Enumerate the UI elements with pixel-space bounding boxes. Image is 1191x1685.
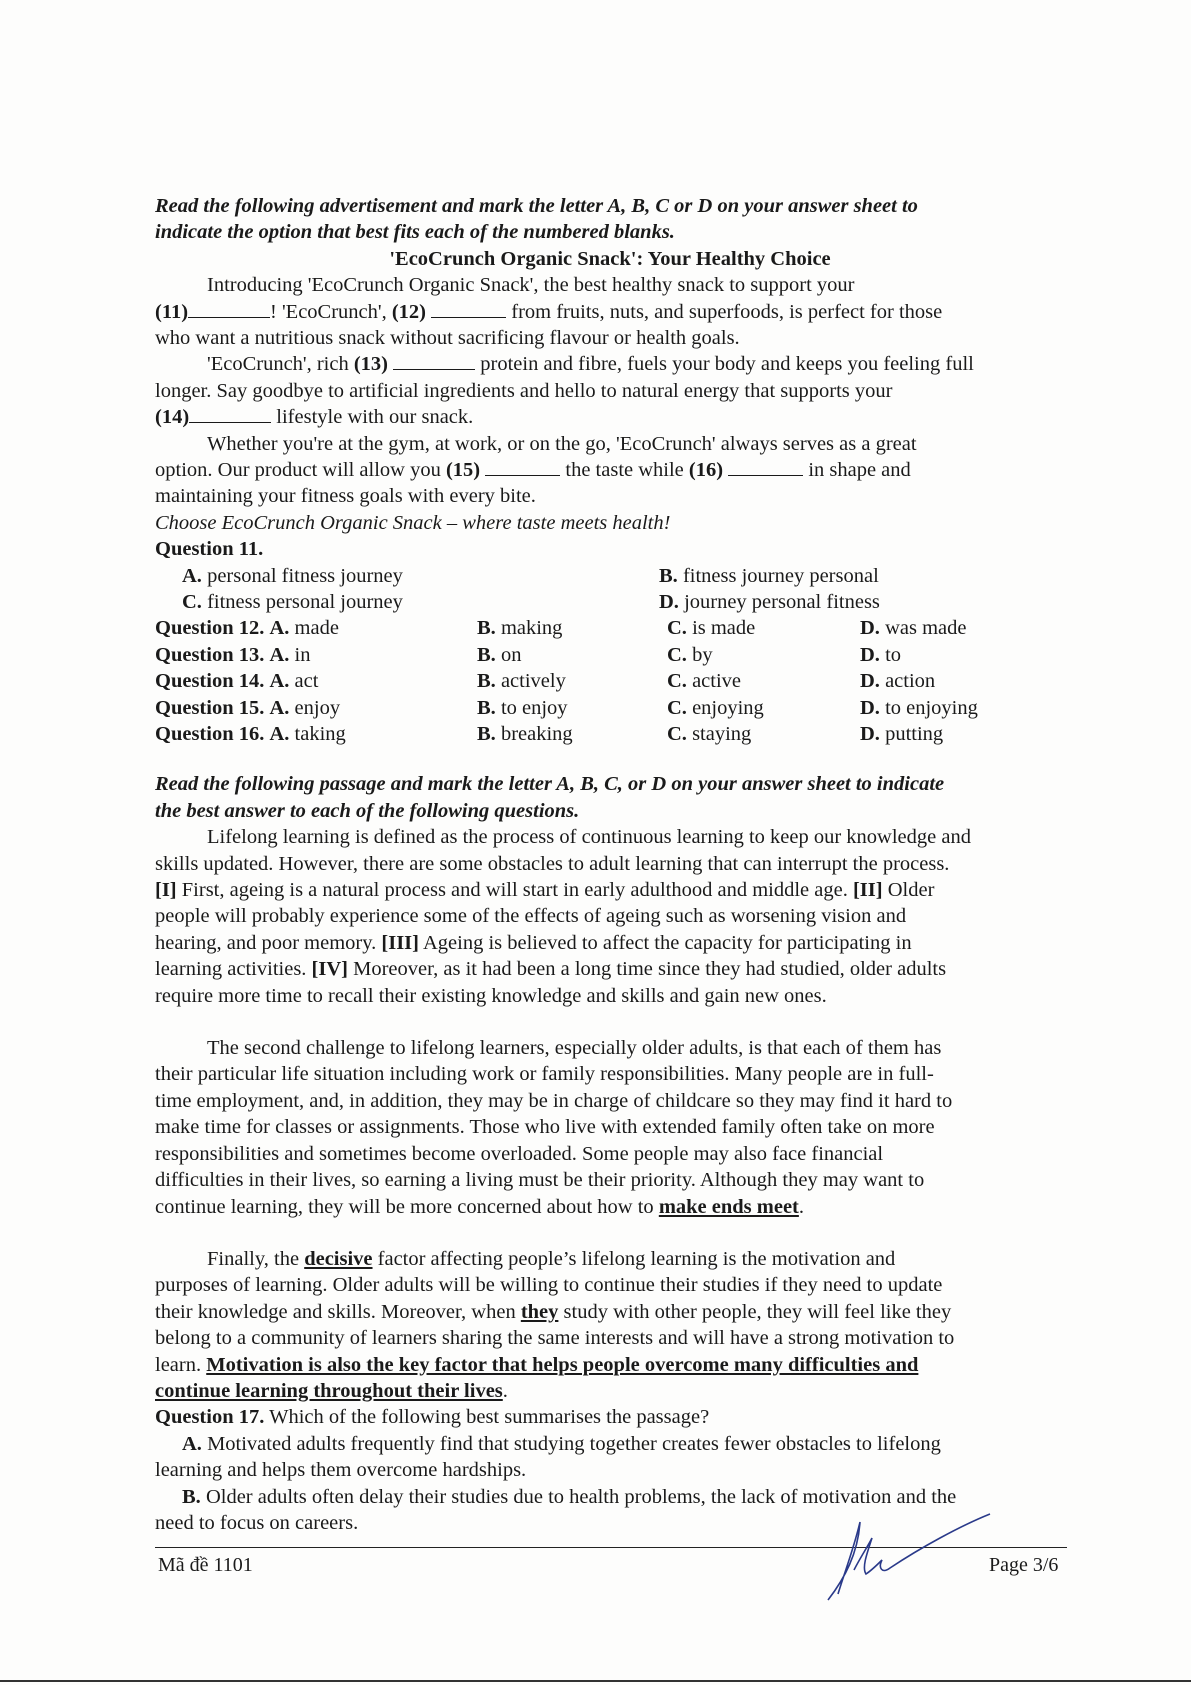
option-a: Question 13. A. in [155,643,311,666]
insert-marker: [I] [155,879,177,902]
instruction-2-line-1: Read the following passage and mark the letter A, B, C, or D on your answer sheet to indicate [155,773,945,796]
question-row [155,721,1065,747]
blank-label: (13) [353,353,389,376]
ad-line: longer. Say goodbye to artificial ingredients and hello to natural energy that supports your [155,379,893,402]
question-row [155,615,1065,641]
option-d: D. putting [860,723,944,746]
underlined-sentence: continue learning throughout their lives [155,1379,503,1402]
passage-line: Lifelong learning is defined as the process of continuous learning to keep our knowledge and [207,826,971,849]
signature-icon [820,1508,1000,1608]
insert-marker: [IV] [311,958,348,981]
option-d: D. to [860,643,902,666]
ad-line: maintaining your fitness goals with every bite. [155,485,536,508]
passage-line: their particular life situation including work or family responsibilities. Many people are in full- [155,1063,934,1086]
ad-line: Whether you're at the gym, at work, or on the go, 'EcoCrunch' always serves as a great [207,432,917,455]
passage-line: hearing, and poor memory. [III] Ageing is believed to affect the capacity for participating in [155,931,912,954]
passage-line: belong to a community of learners sharing the same interests and will have a strong motivation to [155,1327,955,1350]
ad-text: from fruits, nuts, and superfoods, is perfect for those [506,300,943,323]
passage-line: responsibilities and sometimes become overloaded. Some people may also face financial [155,1142,884,1165]
question-17-option-b-cont: need to focus on careers. [155,1511,359,1534]
insert-marker: [III] [381,931,419,954]
blank [188,299,270,318]
exam-code: Mã đề 1101 [158,1554,253,1576]
question-11-label: Question 11. [155,538,264,561]
option-a: Question 12. A. made [155,617,339,640]
ad-line [155,457,1065,483]
option-c: C. staying [667,723,752,746]
option-b: B. breaking [477,723,573,746]
question-row [155,668,1065,694]
blank [728,457,803,476]
ad-line: who want a nutritious snack without sacrificing flavour or health goals. [155,327,740,350]
passage-line: people will probably experience some of the effects of ageing such as worsening vision and [155,905,907,928]
option-a: Question 14. A. act [155,670,319,693]
blank [189,404,271,423]
question-11-options-row-1 [155,563,1065,589]
ad-line [155,351,1065,377]
question-17-option-a: A. Motivated adults frequently find that studying together creates fewer obstacles to lifelong [182,1432,941,1455]
passage-line: make time for classes or assignments. Those who live with extended family often take on more [155,1116,935,1139]
passage-line: continue learning, they will be more concerned about how to make ends meet. [155,1195,804,1218]
ad-text: in shape and [803,459,911,482]
option-d: D. action [860,670,936,693]
option-a: Question 16. A. taking [155,723,346,746]
passage-line: continue learning throughout their lives. [155,1379,508,1402]
option-d: D. journey personal fitness [659,591,880,614]
passage-line: purposes of learning. Older adults will be willing to continue their studies if they need to update [155,1274,943,1297]
option-b: B. actively [477,670,566,693]
blank [393,351,475,370]
ad-line: Introducing 'EcoCrunch Organic Snack', the best healthy snack to support your [207,274,855,297]
question-row [155,642,1065,668]
ad-text: lifestyle with our snack. [271,406,474,429]
option-d: D. to enjoying [860,696,978,719]
question-17-option-b: B. Older adults often delay their studies due to health problems, the lack of motivation and the [182,1485,957,1508]
option-c: C. is made [667,617,756,640]
ad-text: the taste while [560,459,689,482]
option-a: A. personal fitness journey [182,564,403,587]
passage-line: Finally, the decisive factor affecting people’s lifelong learning is the motivation and [207,1247,896,1270]
question-list [155,615,1065,747]
page-number: Page 3/6 [989,1554,1059,1576]
underlined-sentence: Motivation is also the key factor that helps people overcome many difficulties and [206,1353,919,1376]
ad-text: option. Our product will allow you [155,459,446,482]
passage-line: skills updated. However, there are some obstacles to adult learning that can interrupt the process. [155,852,950,875]
blank-label: (14) [155,406,190,429]
insert-marker: [II] [852,879,883,902]
exam-page [155,193,1065,1536]
passage-line: learning activities. [IV] Moreover, as it had been a long time since they had studied, older adults [155,958,947,981]
blank-label: (11) [155,300,189,323]
option-b: B. fitness journey personal [659,564,879,587]
underlined-word: decisive [304,1247,373,1270]
passage-line: difficulties in their lives, so earning a living must be their priority. Although they may want to [155,1169,925,1192]
passage-line: learn. Motivation is also the key factor that helps people overcome many difficulties and [155,1353,919,1376]
question-17: Question 17. Which of the following best summarises the passage? [155,1406,710,1429]
question-11-options-row-2 [155,589,1065,615]
option-c: C. enjoying [667,696,764,719]
option-b: B. on [477,643,522,666]
underlined-word: they [520,1300,559,1323]
underlined-phrase: make ends meet [658,1195,799,1218]
question-17-option-a-cont: learning and helps them overcome hardships. [155,1459,527,1482]
option-a: Question 15. A. enjoy [155,696,341,719]
ad-text: 'EcoCrunch', rich [207,353,354,376]
passage-line: their knowledge and skills. Moreover, when they study with other people, they will feel like they [155,1300,952,1323]
ad-text: protein and fibre, fuels your body and keeps you feeling full [475,353,974,376]
blank [431,299,506,318]
ad-line [155,404,1065,430]
ad-title: 'EcoCrunch Organic Snack': Your Healthy Choice [389,247,831,270]
blank-label: (15) [445,459,481,482]
blank [485,457,560,476]
passage-line: require more time to recall their existing knowledge and skills and gain new ones. [155,984,827,1007]
passage-line: The second challenge to lifelong learners, especially older adults, is that each of them has [207,1037,942,1060]
option-c: C. fitness personal journey [182,591,403,614]
instruction-1-line-2: indicate the option that best fits each of the numbered blanks. [155,221,675,244]
passage-line: time employment, and, in addition, they may be in charge of childcare so they may find it hard to [155,1089,953,1112]
blank-label: (12) [391,300,426,323]
instruction-2-line-2: the best answer to each of the following questions. [155,799,580,822]
question-row [155,695,1065,721]
option-c: C. active [667,670,742,693]
ad-line [155,299,1065,325]
passage-line: [I] First, ageing is a natural process and will start in early adulthood and middle age. [II] Older [155,879,935,902]
ad-text: ! 'EcoCrunch', [270,300,392,323]
option-b: B. to enjoy [477,696,568,719]
option-b: B. making [477,617,563,640]
option-d: D. was made [860,617,967,640]
option-c: C. by [667,643,713,666]
blank-label: (16) [688,459,724,482]
instruction-1-line-1: Read the following advertisement and mark the letter A, B, C or D on your answer sheet to [155,195,918,217]
ad-tagline: Choose EcoCrunch Organic Snack – where taste meets health! [155,511,671,534]
page-bottom-edge [0,1680,1191,1682]
